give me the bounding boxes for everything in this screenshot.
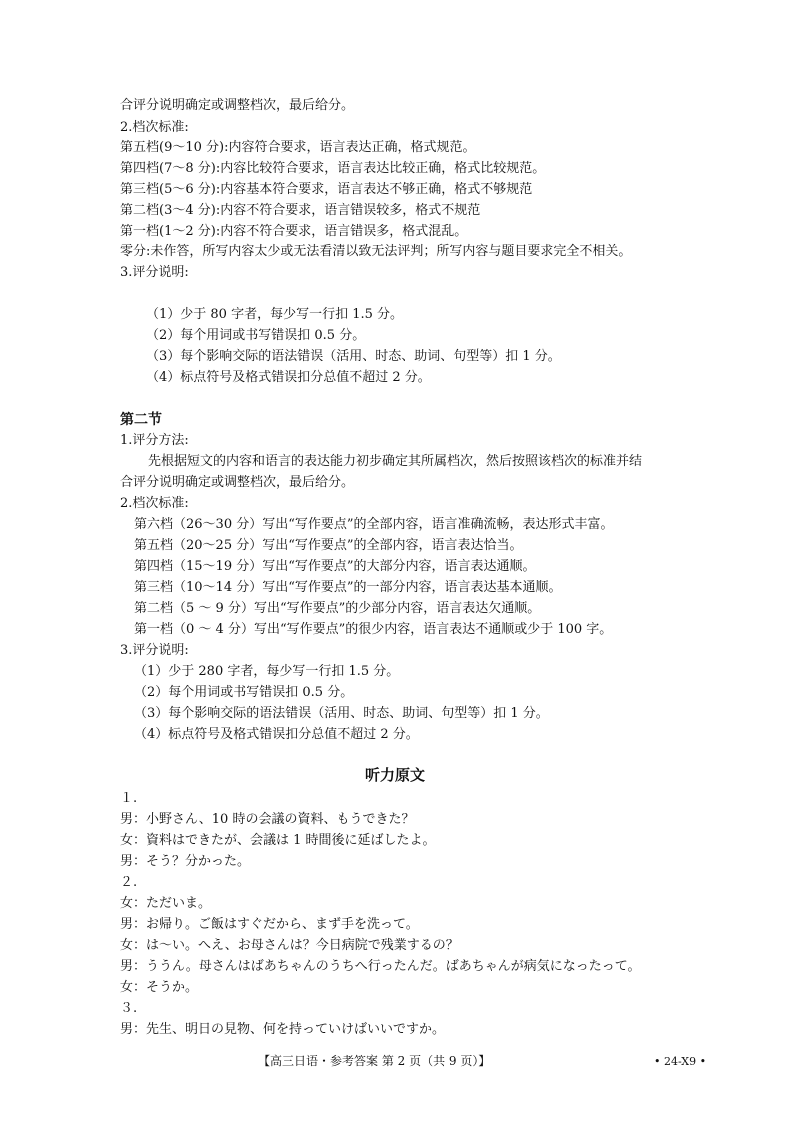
grade-line: 第五档（20～25 分）写出“写作要点”的全部内容，语言表达恰当。 — [134, 538, 523, 553]
rule-line: （1）少于 280 字者，每少写一行扣 1.5 分。 — [134, 664, 400, 679]
grade-line: 第六档（26～30 分）写出“写作要点”的全部内容，语言准确流畅，表达形式丰富。 — [134, 517, 614, 532]
rule-line: （3）每个影响交际的语法错误（活用、时态、助词、句型等）扣 1 分。 — [146, 349, 561, 364]
dialogue-line: 男：小野さん、10 時の会議の資料、もうできた？ — [120, 812, 415, 827]
text-line: 先根据短文的内容和语言的表达能力初步确定其所属档次，然后按照该档次的标准并结 — [148, 454, 643, 469]
section-label: 2.档次标准: — [120, 120, 189, 135]
grade-line: 第三档（10～14 分）写出“写作要点”的一部分内容，语言表达基本通顺。 — [134, 580, 562, 595]
page-code: • 24-X9 • — [654, 1055, 707, 1068]
dialogue-line: 男：ううん。母さんはばあちゃんのうちへ行ったんだ。ばあちゃんが病気になったって。 — [120, 959, 641, 974]
dialogue-line: 女：は～い。へえ、お母さんは？今日病院で残業するの？ — [120, 938, 459, 953]
dialogue-line: 男：そう？分かった。 — [120, 854, 251, 869]
grade-line: 第一档（0 ～ 4 分）写出“写作要点”的很少内容，语言表达不通顺或少于 100 字。 — [134, 622, 613, 637]
listening-title: 听力原文 — [365, 766, 426, 784]
dialogue-number: ３. — [120, 1001, 138, 1016]
page-footer: 【高三日语・参考答案 第 2 页（共 9 页）】 — [258, 1054, 491, 1068]
section-heading: 第二节 — [120, 412, 162, 428]
dialogue-number: １. — [120, 791, 138, 806]
grade-line: 第四档（15～19 分）写出“写作要点”的大部分内容，语言表达通顺。 — [134, 559, 536, 574]
grade-line: 第四档(7～8 分):内容比较符合要求，语言表达比较正确，格式比较规范。 — [120, 161, 546, 176]
grade-line: 第二档（5 ～ 9 分）写出“写作要点”的少部分内容，语言表达欠通顺。 — [134, 601, 541, 616]
rule-line: （1）少于 80 字者，每少写一行扣 1.5 分。 — [146, 307, 404, 322]
dialogue-line: 女：資料はできたが、会議は 1 時間後に延ばしたよ。 — [120, 833, 436, 848]
rule-line: （2）每个用词或书写错误扣 0.5 分。 — [134, 685, 354, 700]
grade-line: 第二档(3～4 分):内容不符合要求，语言错误较多，格式不规范 — [120, 203, 481, 218]
rule-line: （3）每个影响交际的语法错误（活用、时态、助词、句型等）扣 1 分。 — [134, 706, 549, 721]
grade-line: 第五档(9～10 分):内容符合要求，语言表达正确，格式规范。 — [120, 140, 476, 155]
section-label: 3.评分说明: — [120, 643, 189, 658]
section-label: 1.评分方法: — [120, 433, 189, 448]
dialogue-line: 女：ただいま。 — [120, 896, 212, 911]
dialogue-line: 男：先生、明日の見物、何を持っていけばいいですか。 — [120, 1022, 446, 1037]
dialogue-line: 男：お帰り。ご飯はすぐだから、まず手を洗って。 — [120, 917, 419, 932]
grade-line: 第三档(5～6 分):内容基本符合要求，语言表达不够正确，格式不够规范 — [120, 182, 533, 197]
rule-line: （4）标点符号及格式错误扣分总值不超过 2 分。 — [146, 370, 431, 385]
grade-line: 第一档(1～2 分):内容不符合要求，语言错误多，格式混乱。 — [120, 224, 468, 239]
section-label: 3.评分说明: — [120, 265, 189, 280]
section-label: 2.档次标准: — [120, 496, 189, 511]
dialogue-number: ２. — [120, 875, 138, 890]
dialogue-line: 女：そうか。 — [120, 980, 199, 995]
text-line: 合评分说明确定或调整档次，最后给分。 — [120, 98, 355, 113]
rule-line: （2）每个用词或书写错误扣 0.5 分。 — [146, 328, 366, 343]
rule-line: （4）标点符号及格式错误扣分总值不超过 2 分。 — [134, 727, 419, 742]
text-line: 合评分说明确定或调整档次，最后给分。 — [120, 475, 355, 490]
grade-line: 零分:未作答，所写内容太少或无法看清以致无法评判；所写内容与题目要求完全不相关。 — [120, 244, 632, 259]
